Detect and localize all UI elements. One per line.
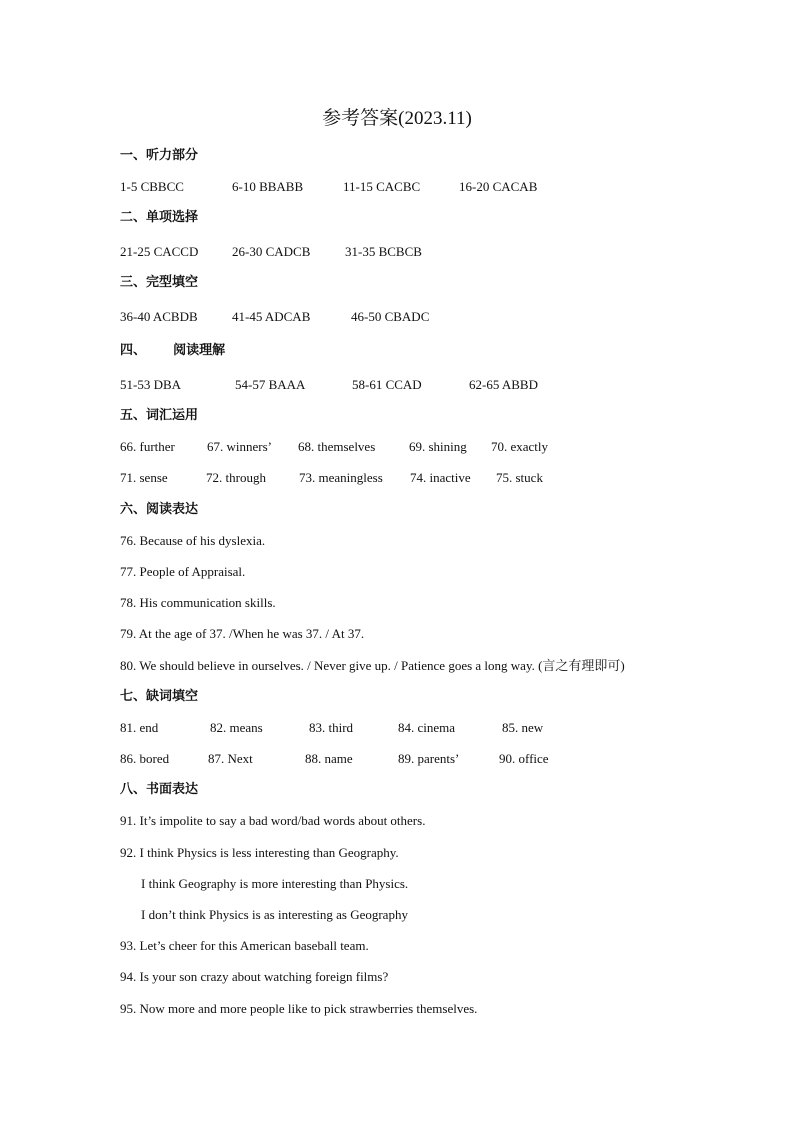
section-heading-gap-fill: 七、缺词填空 <box>120 689 199 704</box>
answer-group: 1-5 CBBCC <box>120 179 184 194</box>
answer-group: 54-57 BAAA <box>235 377 306 392</box>
answer-group: 21-25 CACCD <box>120 244 199 259</box>
answer-word: 70. exactly <box>491 439 549 454</box>
section-heading-vocab: 五、词汇运用 <box>120 408 199 423</box>
answer-line: 77. People of Appraisal. <box>120 564 246 579</box>
answer-word: 81. end <box>120 720 159 735</box>
page-title: 参考答案(2023.11) <box>322 108 472 129</box>
section-heading-cloze: 三、完型填空 <box>120 275 199 290</box>
answer-line: 94. Is your son crazy about watching foreign films? <box>120 969 389 984</box>
answer-word: 87. Next <box>208 751 253 766</box>
answer-word: 75. stuck <box>496 470 543 485</box>
answer-word: 90. office <box>499 751 549 766</box>
answer-word: 66. further <box>120 439 175 454</box>
answer-word: 82. means <box>210 720 263 735</box>
answer-line: 78. His communication skills. <box>120 595 276 610</box>
answer-word: 83. third <box>309 720 354 735</box>
answer-word: 72. through <box>206 470 266 485</box>
answer-group: 62-65 ABBD <box>469 377 538 392</box>
answer-word: 73. meaningless <box>299 470 383 485</box>
section-heading-listening: 一、听力部分 <box>120 148 199 163</box>
answer-line: 80. We should believe in ourselves. / Never give up. / Patience goes a long way. (言之有理即可) <box>120 658 625 673</box>
answer-word: 71. sense <box>120 470 168 485</box>
answer-group: 6-10 BBABB <box>232 179 304 194</box>
answer-line: 79. At the age of 37. /When he was 37. / At 37. <box>120 626 365 641</box>
answer-line: 76. Because of his dyslexia. <box>120 533 266 548</box>
answer-word: 84. cinema <box>398 720 456 735</box>
section-heading-reading: 四、 阅读理解 <box>120 343 226 358</box>
answer-word: 67. winners’ <box>207 439 272 454</box>
answer-word: 85. new <box>502 720 544 735</box>
answer-group: 41-45 ADCAB <box>232 309 311 324</box>
answer-group: 58-61 CCAD <box>352 377 422 392</box>
answer-word: 68. themselves <box>298 439 376 454</box>
answer-group: 51-53 DBA <box>120 377 182 392</box>
answer-group: 26-30 CADCB <box>232 244 311 259</box>
section-heading-reading-expression: 六、阅读表达 <box>120 502 199 517</box>
answer-line: I don’t think Physics is as interesting as Geography <box>141 907 408 922</box>
answer-line: 95. Now more and more people like to pick strawberries themselves. <box>120 1001 478 1016</box>
section-heading-writing: 八、书面表达 <box>120 782 199 797</box>
answer-group: 46-50 CBADC <box>351 309 430 324</box>
answer-line: 92. I think Physics is less interesting than Geography. <box>120 845 399 860</box>
answer-word: 86. bored <box>120 751 170 766</box>
answer-line: 91. It’s impolite to say a bad word/bad words about others. <box>120 813 426 828</box>
answer-line: I think Geography is more interesting than Physics. <box>141 876 409 891</box>
answer-group: 36-40 ACBDB <box>120 309 198 324</box>
answer-group: 11-15 CACBC <box>343 179 421 194</box>
answer-group: 31-35 BCBCB <box>345 244 422 259</box>
answer-word: 74. inactive <box>410 470 471 485</box>
section-heading-choice: 二、单项选择 <box>120 210 199 225</box>
answer-line: 93. Let’s cheer for this American baseball team. <box>120 938 369 953</box>
answer-word: 69. shining <box>409 439 467 454</box>
answer-word: 89. parents’ <box>398 751 460 766</box>
answer-group: 16-20 CACAB <box>459 179 538 194</box>
answer-word: 88. name <box>305 751 353 766</box>
